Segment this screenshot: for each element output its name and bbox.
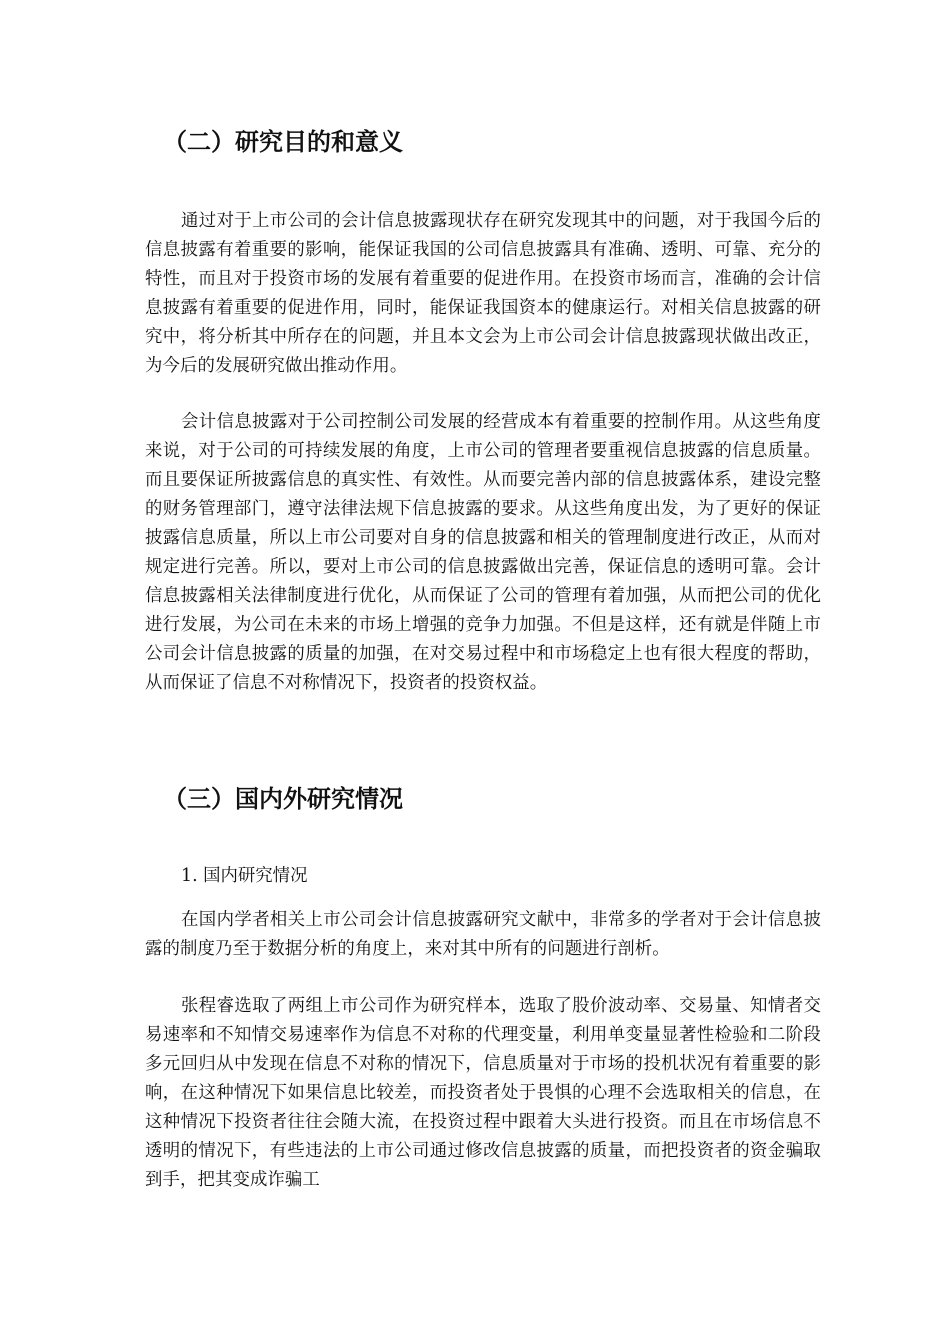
paragraph: 通过对于上市公司的会计信息披露现状存在研究发现其中的问题，对于我国今后的信息披露有着重要的影响，能保证我国的公司信息披露具有准确、透明、可靠、充分的特性，而且对于投资市场的发展有着重要的促进作用。在投资市场而言，准确的会计信息披露有着重要的促进作用，同时，能保证我国资本的健康运行。对相关信息披露的研究中，将分析其中所存在的问题，并且本文会为上市公司会计信息披露现状做出改正，为今后的发展研究做出推动作用。 — [145, 211, 821, 376]
section-heading-purpose: （二）研究目的和意义 — [163, 128, 403, 156]
paragraph: 在国内学者相关上市公司会计信息披露研究文献中，非常多的学者对于会计信息披露的制度乃至于数据分析的角度上，来对其中所有的问题进行剖析。 — [145, 910, 821, 959]
subsection-heading-domestic: 1. 国内研究情况 — [181, 866, 308, 886]
paragraph: 会计信息披露对于公司控制公司发展的经营成本有着重要的控制作用。从这些角度来说，对于公司的可持续发展的角度，上市公司的管理者要重视信息披露的信息质量。而且要保证所披露信息的真实性、有效性。从而要完善内部的信息披露体系，建设完整的财务管理部门，遵守法律法规下信息披露的要求。从这些角度出发，为了更好的保证披露信息质量，所以上市公司要对自身的信息披露和相关的管理制度进行改正，从而对规定进行完善。所以，要对上市公司的信息披露做出完善，保证信息的透明可靠。会计信息披露相关法律制度进行优化，从而保证了公司的管理有着加强，从而把公司的优化进行发展，为公司在未来的市场上增强的竞争力加强。不但是这样，还有就是伴随上市公司会计信息披露的质量的加强，在对交易过程中和市场稳定上也有很大程度的帮助，从而保证了信息不对称情况下，投资者的投资权益。 — [145, 412, 821, 693]
section-heading-research-status: （三）国内外研究情况 — [163, 785, 403, 813]
paragraph: 张程睿选取了两组上市公司作为研究样本，选取了股价波动率、交易量、知情者交易速率和不知情交易速率作为信息不对称的代理变量，利用单变量显著性检验和二阶段多元回归从中发现在信息不对称的情况下，信息质量对于市场的投机状况有着重要的影响，在这种情况下如果信息比较差，而投资者处于畏惧的心理不会选取相关的信息，在这种情况下投资者往往会随大流，在投资过程中跟着大头进行投资。而且在市场信息不透明的情况下，有些违法的上市公司通过修改信息披露的质量，而把投资者的资金骗取到手，把其变成诈骗工 — [145, 996, 821, 1190]
